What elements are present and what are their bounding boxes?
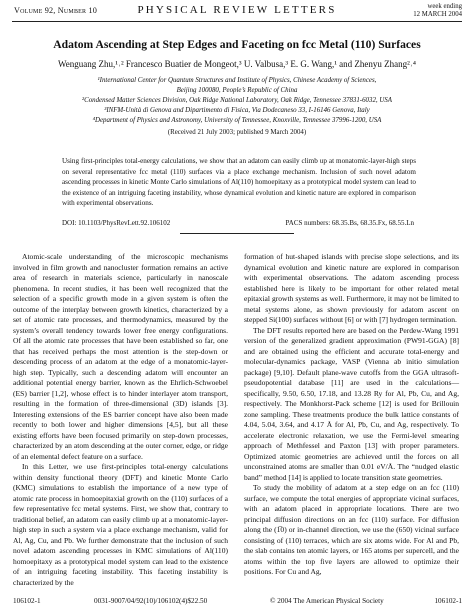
left-column <box>13 252 228 589</box>
affiliation-line: ²Condensed Matter Sciences Division, Oak Ridge National Laboratory, Oak Ridge, Tennessee 37831-6032, USA <box>82 97 392 104</box>
page-number-right: 106102-1 <box>434 597 462 605</box>
issue-date: 12 MARCH 2004 <box>413 11 462 18</box>
issue-date-block <box>413 3 462 19</box>
header-rule <box>12 21 462 22</box>
received-date: (Received 21 July 2003; published 9 March 2004) <box>167 129 307 136</box>
right-column <box>244 252 459 578</box>
article-title: Adatom Ascending at Step Edges and Faceting on fcc Metal (110) Surfaces <box>53 38 421 51</box>
page-number-left: 106102-1 <box>13 597 41 605</box>
week-ending-label: week ending <box>427 3 462 10</box>
body-paragraph: formation of hut-shaped islands with precise slope selections, and its dynamical evolution and kinetic nature are explored in comparison with experimental observations. The adatom ascending process established here is likely to be important for other related metal epitaxial growth systems as well. Furthermore, it may not be limited to metal systems alone, as shown previously for adatom ascent on stepped Si(100) surfaces without [6] or with [7] hydrogen termination. <box>244 252 459 325</box>
affiliation-line: ⁴Department of Physics and Astronomy, University of Tennessee, Knoxville, Tennessee 37996-1200, USA <box>92 117 382 124</box>
doi: DOI: 10.1103/PhysRevLett.92.106102 <box>62 219 171 227</box>
article-code: 0031-9007/04/92(10)/106102(4)$22.50 <box>94 597 208 605</box>
body-paragraph: Atomic-scale understanding of the microscopic mechanisms involved in film growth and nanocluster formation remains an active area of research in materials science, particularly in nanoscale phenomena. In recent studies, it has been well recognized that the selection of a specific growth mode in a given system is often the outcome of the interplay between growth kinetics, characterized by a set of atomic rate processes, and thermodynamics, measured by the system’s overall tendency towards lower free energy configurations. Of all the atomic rate processes that have been established so far, one that has received perhaps the most attention is the step-down or descending process of an adatom at the edge of a monatomic-layer-high step. Typically, such a descending adatom will encounter an additional potential energy barrier, known as the Ehrlich-Schwoebel (ES) barrier [1,2], whose effect is to hinder interlayer atom transport, resulting in the formation of three-dimensional (3D) islands [3]. Interesting extensions of the ES barrier concept have also been made recently to both lower and higher dimensions [4,5], but all these existing efforts have been focused primarily on step-down processes, characterized by an atom descending at the outer corner, edge, or ridge of an elemental defect feature on a surface. <box>13 252 228 461</box>
affiliation-line: Beijing 100080, People’s Republic of China <box>176 87 298 94</box>
affiliation-line: ¹International Center for Quantum Structures and Institute of Physics, Chinese Academy of Sciences, <box>97 77 377 84</box>
body-paragraph: In this Letter, we use first-principles total-energy calculations within density functional theory (DFT) and kinetic Monte Carlo (KMC) simulations to establish the importance of a new type of atomic rate process in homoepitaxial growth on the (110) surfaces of a few representative fcc metal systems. First, we show that, contrary to traditional belief, an adatom can easily climb up at a monatomic-layer-high step in such a system via a place exchange mechanism, valid for Al, Ag, Cu, and Pb. We further demonstrate that the inclusion of such novel adatom ascending processes in KMC simulations of Al(110) homoepitaxy as a prototypical model system can lead to the existence of an intriguing faceting instability. This faceting instability is characterized by the <box>13 462 228 587</box>
journal-volume-number: Volume 92, Number 10 <box>14 6 98 15</box>
body-paragraph: To study the mobility of adatom at a step edge on an fcc (110) surface, we compute the total energies of appropriate vicinal surfaces, with an adatom placed in appropriate locations. There are two principal diffusion directions on an fcc (110) surface. For diffusion along the (1̅0) or in-channel direction, we use the (650) vicinal surface consisting of (110) terraces, which are six atoms wide. For Al and Pb, the slab contains ten atomic layers, or 165 atoms per supercell, and the atoms within the top five layers are allowed to optimize their positions. For Cu and Ag, <box>244 483 459 577</box>
pacs-numbers: PACS numbers: 68.35.Bs, 68.35.Fx, 68.55.Ln <box>285 219 414 227</box>
author-list: Wenguang Zhu,¹˒² Francesco Buatier de Mongeot,³ U. Valbusa,³ E. G. Wang,¹ and Zhenyu Zhang²˒⁴ <box>58 59 416 69</box>
copyright: © 2004 The American Physical Society <box>270 597 384 605</box>
abstract-divider <box>180 233 294 234</box>
abstract: Using first-principles total-energy calculations, we show that an adatom can easily climb up at monatomic-layer-high steps on several representative fcc metal (110) surfaces via a place exchange mechanism. Inclusion of such novel adatom ascending processes in kinetic Monte Carlo simulations of Al(110) homoepitaxy as a prototypical model system can lead to the existence of an intriguing faceting instability, whose dynamical evolution and kinetic nature are explored in comparison with experimental observations. <box>62 157 416 207</box>
affiliation-line: ³INFM-Unità di Genova and Dipartimento di Fisica, Via Dodecaneso 33, I-16146 Genova, Italy <box>104 107 370 114</box>
body-paragraph: The DFT results reported here are based on the Perdew-Wang 1991 version of the generalized gradient approximation (PW91-GGA) [8] and are obtained using the efficient and accurate total-energy and molecular-dynamics package, VASP (Vienna ab initio simulation package) [9,10]. Default plane-wave cutoffs from the GGA ultrasoft-pseudopotential database [11] are used in the calculations—specifically, 9.50, 6.50, 17.18, and 13.28 Ry for Al, Pb, Cu, and Ag, respectively. The Monkhorst-Pack scheme [12] is used for Brillouin zone sampling. These treatments produce the bulk lattice constants of 4.04, 5.04, 3.64, and 4.17 Å for Al, Pb, Cu, and Ag, respectively. To accelerate electronic relaxation, we use the Fermi-level smearing approach of Methfessel and Paxton [13] with proper parameters. Optimized atomic geometries are achieved until the forces on all unconstrained atoms are smaller than 0.01 eV/Å. The “nudged elastic band” method [14] is applied to locate transition state geometries. <box>244 325 459 482</box>
journal-name: PHYSICAL REVIEW LETTERS <box>137 4 337 16</box>
